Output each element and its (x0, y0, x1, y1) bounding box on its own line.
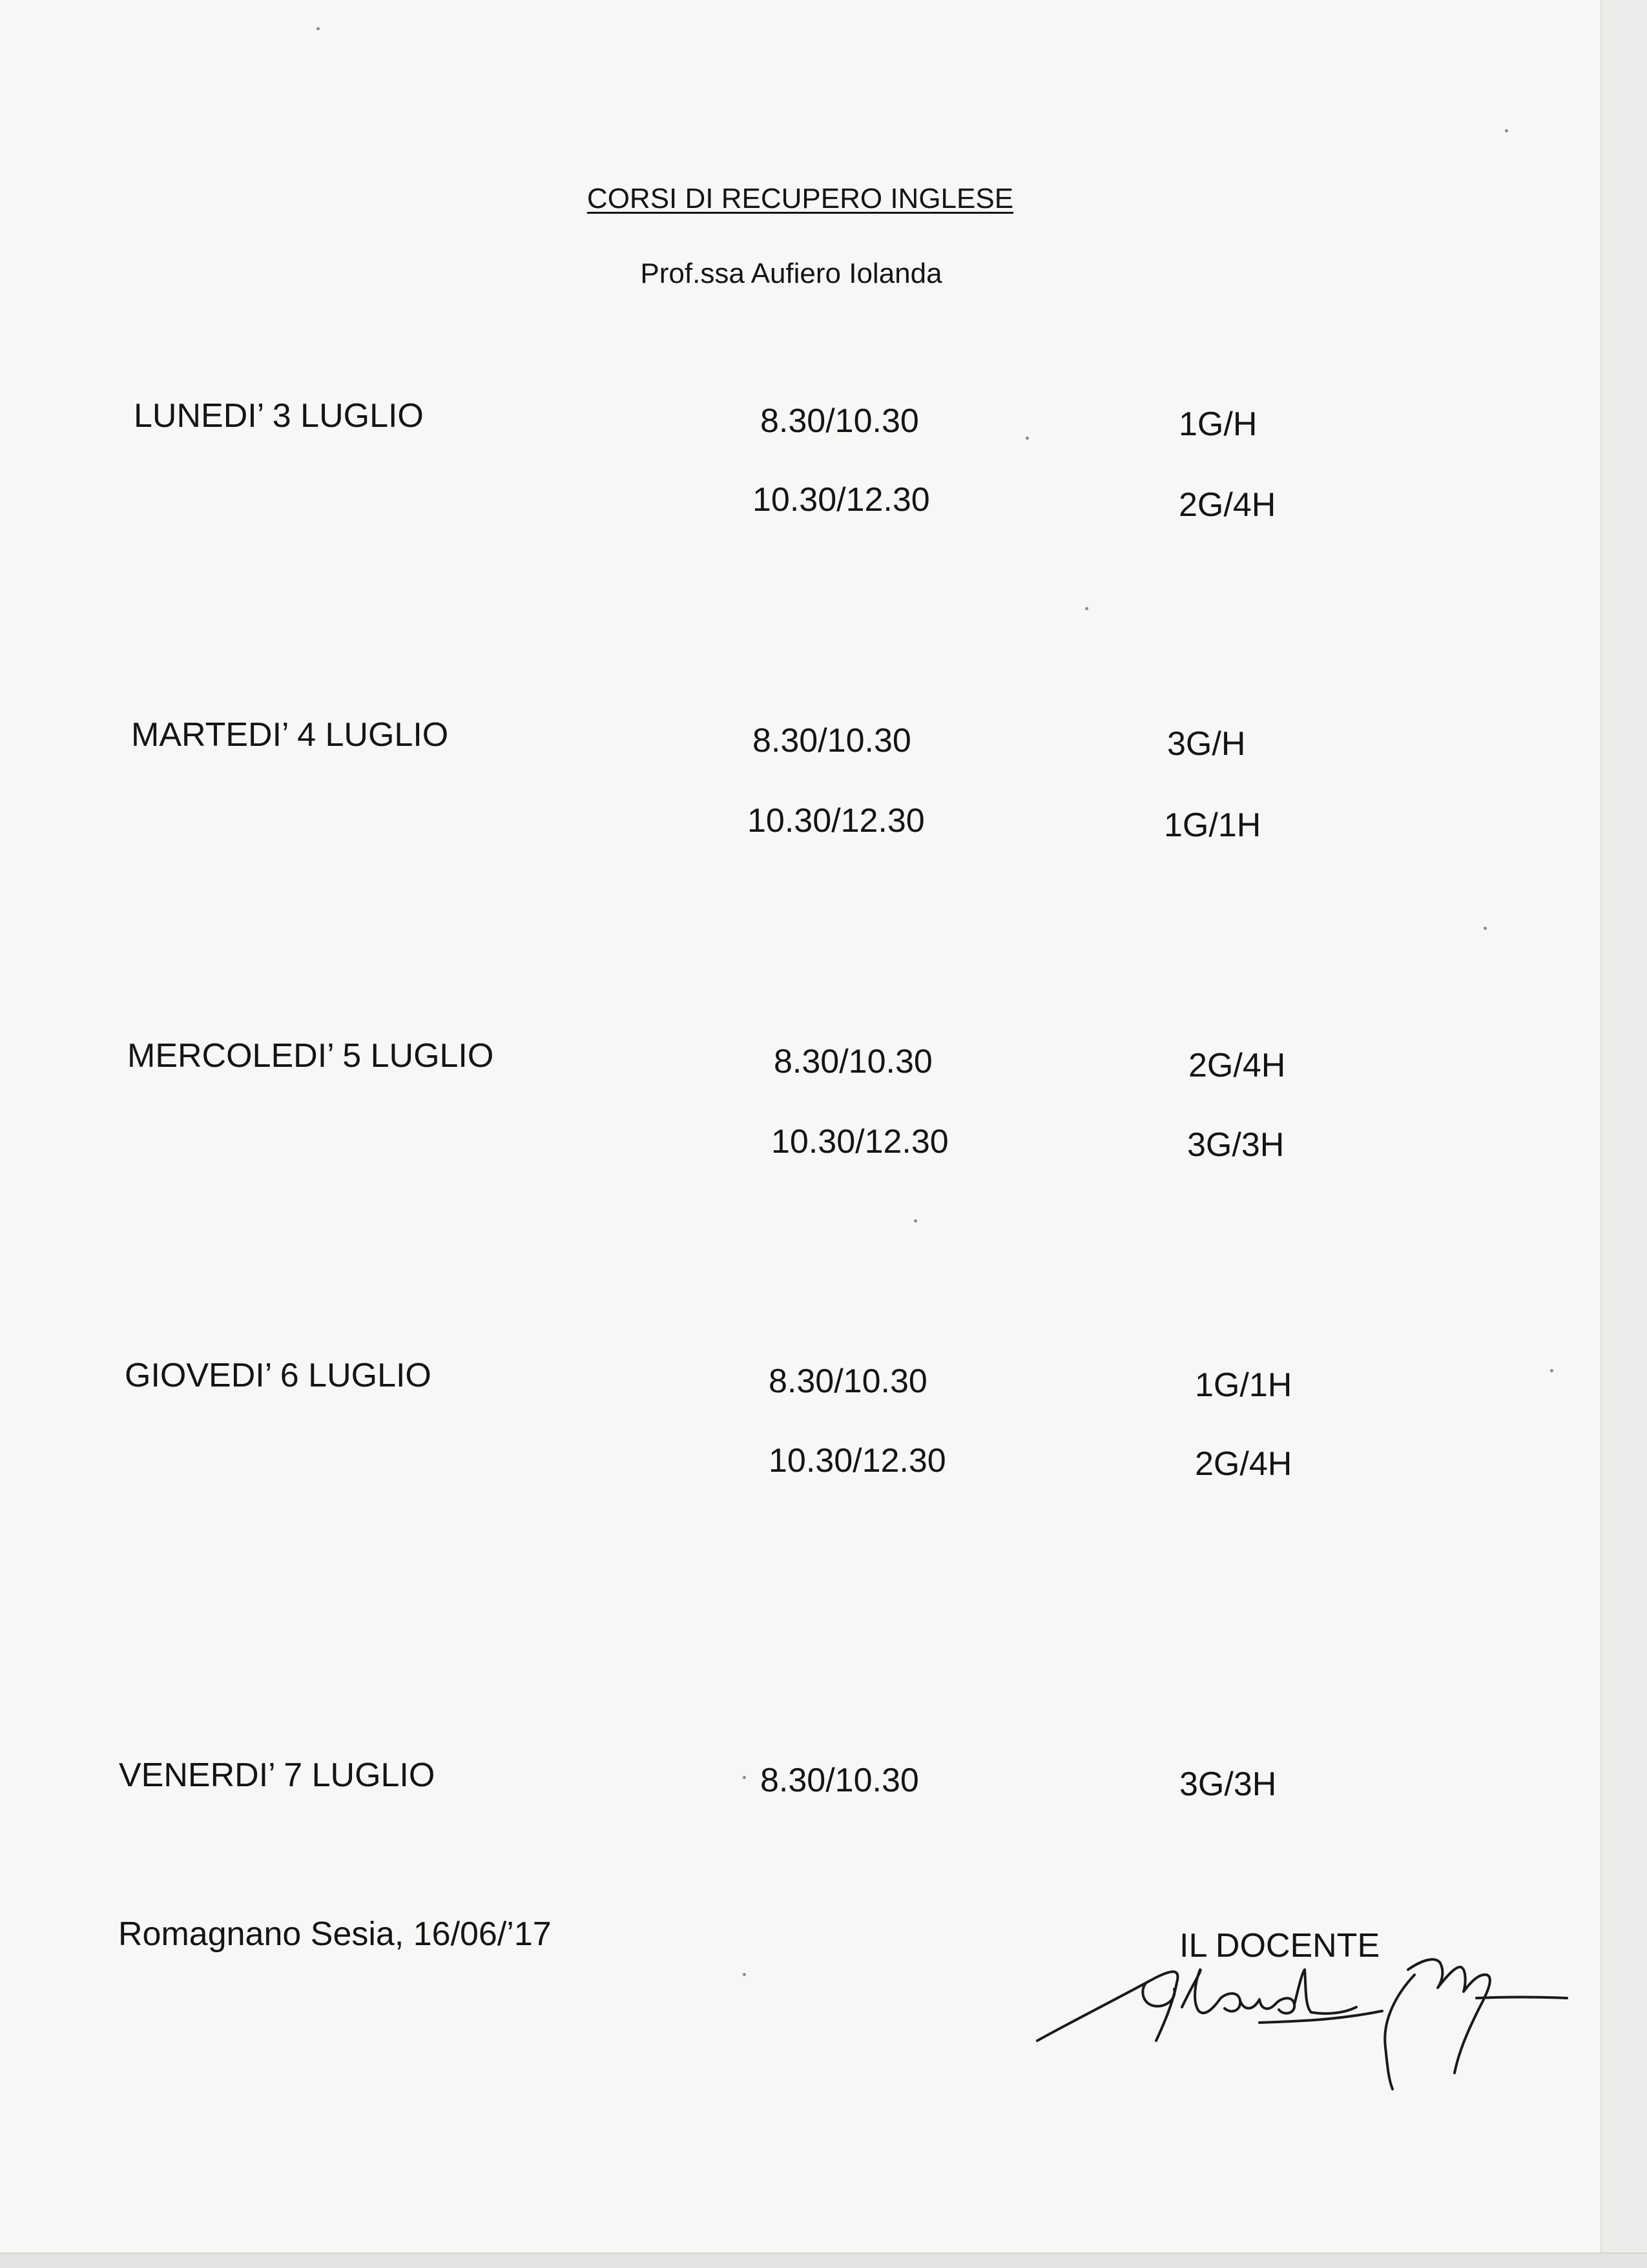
session-time: 8.30/10.30 (760, 402, 919, 440)
session-time: 10.30/12.30 (771, 1123, 949, 1160)
place-date: Romagnano Sesia, 16/06/’17 (118, 1915, 552, 1953)
scan-speck (1505, 129, 1508, 132)
day-label-friday: VENERDI’ 7 LUGLIO (119, 1757, 435, 1794)
session-classes: 1G/H (1179, 406, 1258, 443)
session-classes: 2G/4H (1195, 1445, 1292, 1483)
session-time: 8.30/10.30 (760, 1762, 919, 1799)
teacher-name: Prof.ssa Aufiero Iolanda (640, 258, 942, 289)
day-label-tuesday: MARTEDI’ 4 LUGLIO (131, 716, 449, 754)
scan-speck (1026, 437, 1029, 440)
page-bottom-edge (0, 2253, 1647, 2268)
scan-speck (914, 1219, 917, 1222)
document-title-text: CORSI DI RECUPERO INGLESE (586, 183, 1014, 214)
session-time: 10.30/12.30 (752, 481, 930, 519)
session-classes: 2G/4H (1179, 486, 1276, 524)
session-classes: 3G/3H (1187, 1126, 1285, 1164)
session-classes: 3G/3H (1179, 1766, 1277, 1803)
session-time: 8.30/10.30 (774, 1043, 933, 1080)
session-classes: 1G/1H (1164, 807, 1261, 844)
session-time: 10.30/12.30 (747, 802, 925, 840)
session-classes: 1G/1H (1195, 1366, 1292, 1404)
scan-speck (743, 1776, 746, 1779)
handwritten-signature (1027, 1944, 1569, 2099)
scan-speck (1085, 607, 1088, 610)
scan-speck (743, 1973, 746, 1976)
day-label-thursday: GIOVEDI’ 6 LUGLIO (125, 1357, 431, 1394)
signatory-role: IL DOCENTE (1179, 1927, 1380, 1964)
session-classes: 2G/4H (1188, 1047, 1286, 1084)
day-label-monday: LUNEDI’ 3 LUGLIO (134, 397, 424, 435)
scan-speck (1550, 1369, 1553, 1372)
session-time: 10.30/12.30 (769, 1442, 946, 1479)
day-label-wednesday: MERCOLEDI’ 5 LUGLIO (127, 1037, 494, 1075)
session-time: 8.30/10.30 (769, 1363, 927, 1400)
scan-speck (316, 27, 320, 30)
document-title (0, 182, 1600, 216)
session-classes: 3G/H (1167, 725, 1246, 763)
scan-speck (1484, 927, 1487, 930)
page-edge-shadow (1600, 0, 1647, 2267)
session-time: 8.30/10.30 (752, 722, 911, 759)
